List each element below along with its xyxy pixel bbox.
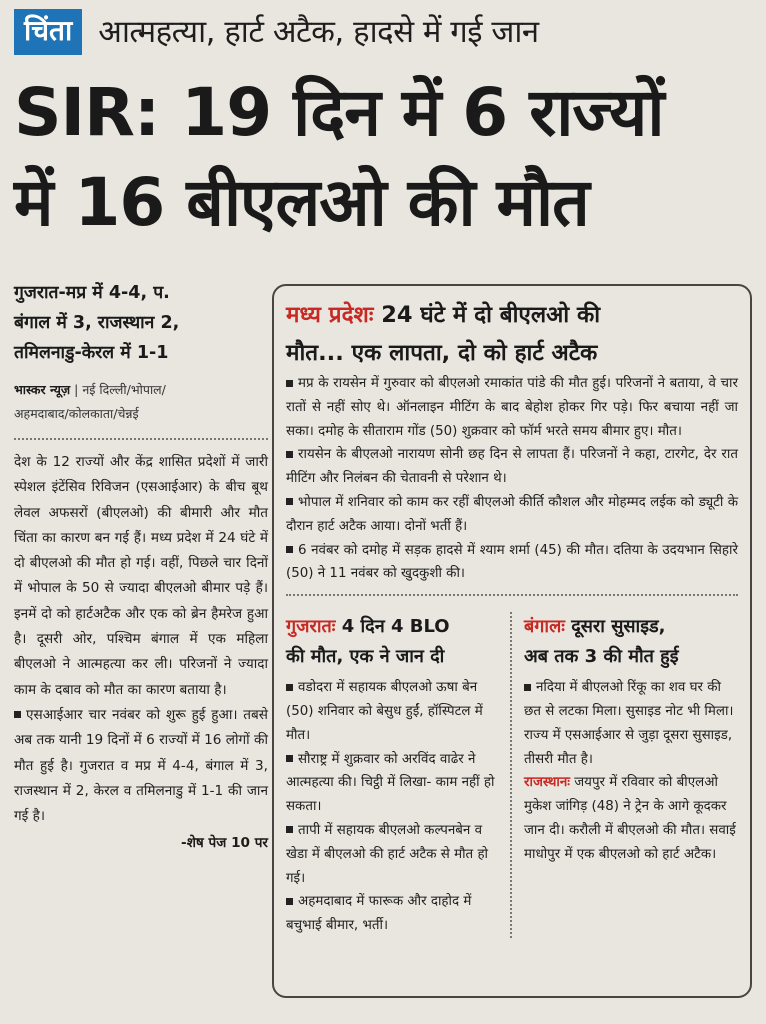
list-item: मप्र के रायसेन में गुरुवार को बीएलओ रमाकांत पांडे की मौत हुई। परिजनों ने बताया, वे चार रातों से नहीं सोए थे। ऑनलाइन मीटिंग के बाद बेहोश होकर गिर पड़े। फिर बचाया नहीं जा सका। दमोह के सीताराम गोंड (50) शुक्रवार को फॉर्म भरते समय बीमार हुए। मौत।: [286, 376, 738, 439]
bengal-column: [512, 612, 738, 938]
bullet-icon: [286, 684, 293, 691]
continued-note: -शेष पेज 10 पर: [181, 835, 268, 852]
subhead-line: गुजरात-मप्र में 4-4, प.: [14, 283, 170, 303]
section-tag: चिंता: [14, 9, 82, 55]
bullet-icon: [524, 684, 531, 691]
subhead-line: बंगाल में 3, राजस्थान 2,: [14, 313, 180, 333]
bullet-icon: [286, 380, 293, 387]
list-item: भोपाल में शनिवार को काम कर रहीं बीएलओ कीर्ति कौशल और मोहम्मद लईक को ड्यूटी के दौरान हार्ट अटैक आया। दोनों भर्ती हैं।: [286, 494, 738, 534]
gujarat-heading: गुजरातः 4 दिन 4 BLO की मौत, एक ने जान दी: [286, 616, 450, 668]
gujarat-column: [286, 612, 512, 938]
divider: [286, 594, 738, 596]
bullet-icon: [286, 498, 293, 505]
gujarat-bullets: [286, 676, 500, 938]
bengal-bullets: [524, 676, 738, 866]
byline-cities: अहमदाबाद/कोलकाता/चेन्नई: [14, 406, 139, 421]
headline-line-2: में 16 बीएलओ की मौत: [14, 164, 589, 241]
rajasthan-label: राजस्थानः: [524, 775, 570, 791]
headline-line-1: SIR: 19 दिन में 6 राज्यों: [14, 74, 664, 151]
mp-title-line-2: मौत... एक लापता, दो को हार्ट अटैक: [286, 340, 598, 366]
mp-bullets: [286, 372, 738, 586]
byline-cities: | नई दिल्ली/भोपाल/: [70, 382, 166, 397]
story-paragraph: देश के 12 राज्यों और केंद्र शासित प्रदेशों में जारी स्पेशल इंटेंसिव रिविजन (एसआईआर) के बीच बूथ लेवल अफसरों (बीएलओ) की बीमारी और मौत चिंता का कारण बन गई हैं। मध्य प्रदेश में 24 घंटे में दो बीएलओ की मौत हो गई। वहीं, पिछले चार दिनों में भोपाल के 50 से ज्यादा बीएलओ बीमार पड़े हैं। इनमें दो को हार्टअटैक और एक को ब्रेन हैमरेज हुआ है। दूसरी ओर, पश्चिम बंगाल में एक महिला बीएलओ ने आत्महत्या कर ली। परिजनों ने ज्यादा काम के दबाव को मौत का कारण बताया है।: [14, 454, 268, 698]
bullet-icon: [14, 711, 21, 718]
main-headline: [14, 68, 754, 248]
bullet-icon: [286, 451, 293, 458]
rajasthan-item: राजस्थानः जयपुर में रविवार को बीएलओ मुकेश जांगिड़ (48) ने ट्रेन के आगे कूदकर जान दी। करौली में बीएलओ की मौत। सवाई माधोपुर में एक बीएलओ को हार्ट अटैक।: [524, 775, 736, 862]
story-paragraph: एसआईआर चार नवंबर को शुरू हुई हुआ। तबसे अब तक यानी 19 दिनों में 6 राज्यों में 16 लोगों की मौत हुई है। गुजरात व मप्र में 4-4, बंगाल में 3, राजस्थान में 2, केरल व तमिलनाडु में 1-1 की जान गई है।: [14, 706, 268, 825]
gujarat-label: गुजरातः: [286, 616, 336, 638]
bullet-icon: [286, 826, 293, 833]
sub-headline: [14, 278, 268, 368]
bullet-icon: [286, 755, 293, 762]
subhead-line: तमिलनाडु-केरल में 1-1: [14, 343, 169, 363]
mp-title-text: 24 घंटे में दो बीएलओ की: [373, 302, 601, 328]
list-item: नदिया में बीएलओ रिंकू का शव घर की छत से लटका मिला। सुसाइड नोट भी मिला। राज्य में एसआईआर से जुड़ा दूसरा सुसाइड, तीसरी मौत है।: [524, 680, 734, 767]
byline-source: भास्कर न्यूज़: [14, 382, 71, 397]
divider: [14, 438, 268, 440]
bullet-icon: [286, 546, 293, 553]
top-strip: [14, 6, 752, 58]
bengal-label: बंगालः: [524, 616, 565, 638]
sub-columns: [286, 612, 738, 938]
bullet-icon: [286, 898, 293, 905]
list-item: तापी में सहायक बीएलओ कल्पनबेन व खेडा में बीएलओ की हार्ट अटैक से मौत हो गई।: [286, 822, 489, 886]
list-item: सौराष्ट्र में शुक्रवार को अरविंद वाढेर ने आत्महत्या की। चिट्ठी में लिखा- काम नहीं हो सकता।: [286, 751, 495, 815]
byline: [14, 378, 268, 426]
list-item: 6 नवंबर को दमोह में सड़क हादसे में श्याम शर्मा (45) की मौत। दतिया के उदयभान सिहारे (50) ने 11 नवंबर को खुदकुशी की।: [286, 542, 738, 582]
main-story: [14, 450, 268, 829]
list-item: रायसेन के बीएलओ नारायण सोनी छह दिन से लापता हैं। परिजनों ने कहा, टारगेट, देर रात मीटिंग और निलंबन की चेतावनी से परेशान थे।: [286, 447, 738, 487]
list-item: अहमदाबाद में फारूक और दाहोद में बचुभाई बीमार, भर्ती।: [286, 894, 472, 934]
bengal-heading: बंगालः दूसरा सुसाइड, अब तक 3 की मौत हुई: [524, 616, 679, 668]
kicker-line: आत्महत्या, हार्ट अटैक, हादसे में गई जान: [98, 14, 539, 50]
mp-label: मध्य प्रदेशः: [286, 302, 374, 328]
states-box: [272, 284, 752, 998]
left-column: [14, 278, 268, 855]
list-item: वडोदरा में सहायक बीएलओ ऊषा बेन (50) शनिवार को बेसुध हुईं, हॉस्पिटल में मौत।: [286, 680, 483, 743]
mp-heading: [286, 296, 738, 372]
